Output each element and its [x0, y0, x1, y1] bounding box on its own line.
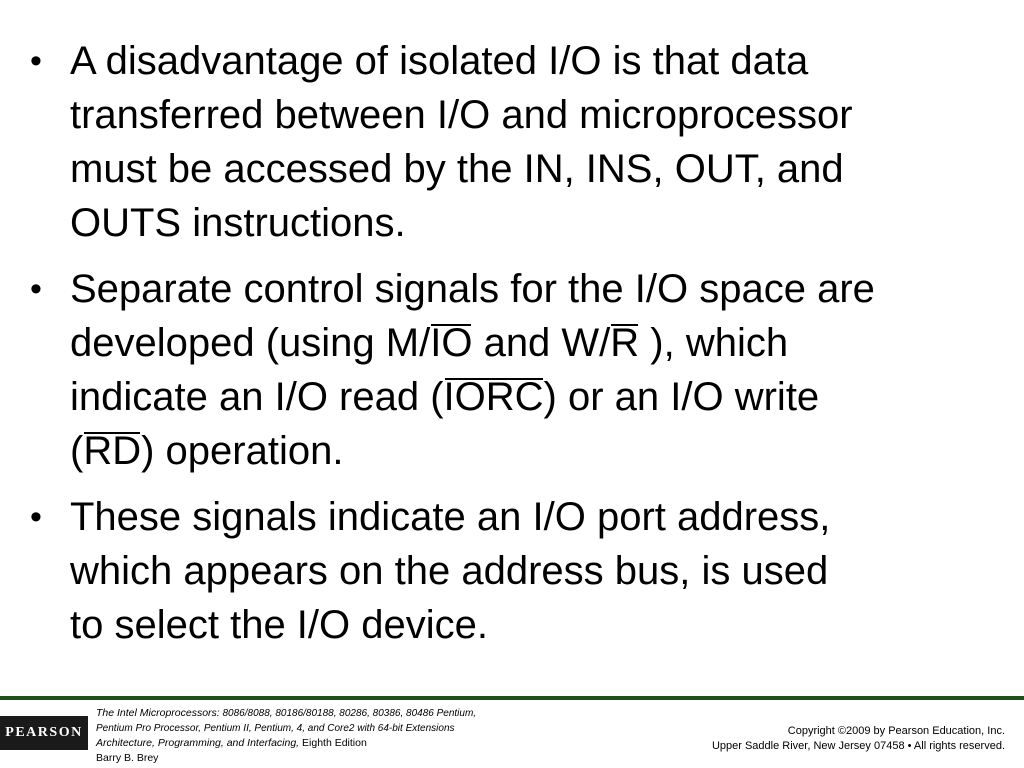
bullet-text-line: which appears on the address bus, is used: [70, 549, 829, 593]
text-fragment: developed (using M/: [70, 321, 431, 365]
book-subtitle: 8086/8088, 80186/80188, 80286, 80386, 80486 Pentium,: [219, 708, 477, 719]
text-fragment: (: [70, 429, 84, 473]
bullet-text-line: [70, 424, 1003, 478]
bullet-isolated-io-disadvantage: [28, 34, 1003, 250]
bullet-text-line: OUTS instructions.: [70, 201, 406, 245]
copyright-line: Upper Saddle River, New Jersey 07458 • All rights reserved.: [711, 740, 1005, 752]
bullet-text-line: transferred between I/O and microprocessor: [70, 93, 853, 137]
citation-line: Pentium Pro Processor, Pentium II, Pentium, 4, and Core2 with 64-bit Extensions: [96, 723, 455, 734]
bullet-dot: •: [30, 270, 42, 308]
signal-iorc-overbar: IORC: [443, 375, 544, 419]
pearson-logo: [0, 716, 88, 750]
footer-divider: [0, 696, 1024, 700]
bullet-text-line: A disadvantage of isolated I/O is that data: [70, 39, 809, 83]
slide-bullet-list: [28, 34, 1003, 664]
bullet-text-line: must be accessed by the IN, INS, OUT, and: [70, 147, 844, 191]
bullet-text-line: to select the I/O device.: [70, 603, 488, 647]
book-edition: Eighth Edition: [299, 737, 367, 749]
text-fragment: and W/: [472, 321, 611, 365]
signal-r-overbar: R: [610, 321, 640, 365]
text-fragment: ) operation.: [141, 429, 344, 473]
bullet-port-address: [28, 490, 1003, 652]
book-title: The Intel Microprocessors:: [96, 707, 220, 719]
bullet-dot: •: [30, 498, 42, 536]
bullet-text-line: [70, 370, 1003, 424]
signal-rd-overbar: RD: [83, 429, 142, 473]
signal-io-overbar: IO: [430, 321, 473, 365]
text-fragment: indicate an I/O read (: [70, 375, 444, 419]
bullet-text-line: [70, 316, 1003, 370]
book-citation: [96, 706, 576, 766]
bullet-dot: •: [30, 42, 42, 80]
bullet-text-line: Separate control signals for the I/O space are: [70, 267, 875, 311]
copyright-notice: [712, 724, 1005, 754]
citation-line: [96, 736, 576, 751]
copyright-line: Copyright ©2009 by Pearson Education, Inc.: [787, 725, 1005, 737]
citation-line: [96, 706, 576, 721]
book-author: Barry B. Brey: [96, 752, 159, 764]
text-fragment: ) or an I/O write: [543, 375, 820, 419]
book-subtitle: Architecture, Programming, and Interfacing,: [96, 737, 300, 749]
logo-text: PEARSON: [5, 725, 83, 740]
bullet-control-signals: [28, 262, 1003, 478]
bullet-text-line: These signals indicate an I/O port address,: [70, 495, 831, 539]
text-fragment: ), which: [639, 321, 789, 365]
